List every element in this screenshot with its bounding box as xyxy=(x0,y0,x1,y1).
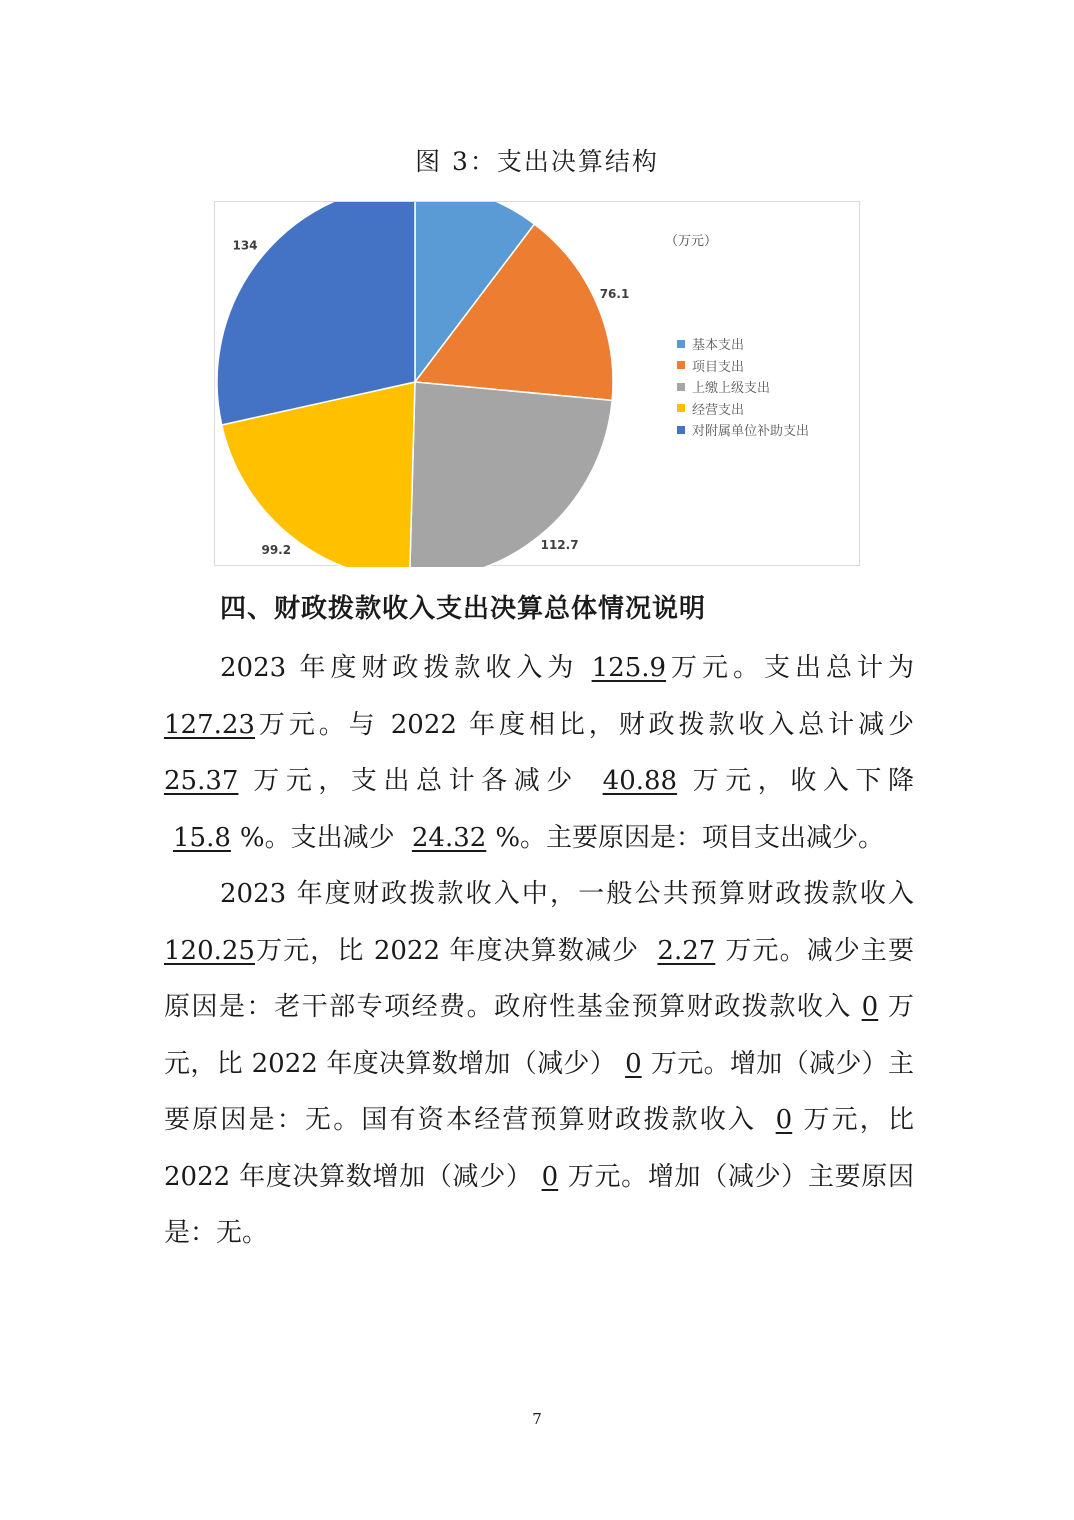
text-segment: 2023 年度财政拨款收入为 xyxy=(220,653,592,683)
text-segment: %。支出减少 xyxy=(239,822,403,853)
paragraph-budget-breakdown xyxy=(164,866,914,1262)
text-segment: 万元。增加（减少）主要原因是：无。 xyxy=(164,1161,914,1248)
paragraph-revenue-expenditure xyxy=(164,640,914,866)
value-revenue-decline-pct: 15.8 xyxy=(173,822,231,853)
body-text xyxy=(164,640,914,1262)
legend-label: 对附属单位补助支出 xyxy=(692,424,810,440)
text-segment: 万元。减少主要原因是：老干部专项经费。政府性基金预算财政拨款收入 xyxy=(164,935,914,1022)
legend-label: 项目支出 xyxy=(692,359,745,375)
legend-item xyxy=(677,398,809,420)
value-general-budget: 120.25 xyxy=(164,935,255,966)
text-segment: 万元，比 2022 年度决算数增加（减少） xyxy=(164,1105,914,1192)
value-state-capital-budget: 0 xyxy=(775,1105,793,1135)
text-segment: 万元，支出总计各减少 xyxy=(238,766,594,796)
legend-swatch xyxy=(677,340,685,348)
value-expenditure-decline-pct: 24.32 xyxy=(411,822,487,853)
figure-caption: 图 3：支出决算结构 xyxy=(415,147,659,176)
text-segment: %。主要原因是：项目支出减少。 xyxy=(495,822,885,853)
legend-item xyxy=(677,355,809,377)
legend-swatch xyxy=(677,404,685,412)
text-segment: 万元，比 2022 年度决算数减少 xyxy=(254,935,649,966)
legend-item xyxy=(677,419,809,441)
text-segment: 万元。与 2022 年度相比，财政拨款收入总计减少 xyxy=(254,709,914,740)
value-state-capital-change: 0 xyxy=(541,1161,559,1192)
value-expenditure-decrease: 40.88 xyxy=(602,766,678,796)
value-expenditure: 127.23 xyxy=(164,709,255,740)
chart-legend xyxy=(677,333,809,441)
page-number: 7 xyxy=(532,1410,542,1428)
value-revenue-decrease: 25.37 xyxy=(164,766,239,796)
text-segment: 万元，收入下降 xyxy=(686,766,914,796)
pie-data-label: 112.7 xyxy=(540,538,579,553)
value-fund-budget: 0 xyxy=(861,992,879,1022)
text-segment: 万元。支出总计为 xyxy=(666,653,914,683)
value-revenue: 125.9 xyxy=(591,653,667,683)
pie-chart xyxy=(214,201,860,566)
pie-data-label: 134 xyxy=(232,238,258,253)
text-segment: 万元。增加（减少）主要原因是：无。国有资本经营预算财政拨款收入 xyxy=(164,1048,914,1135)
legend-label: 基本支出 xyxy=(692,338,745,354)
pie-data-label: 76.1 xyxy=(599,287,630,302)
legend-item xyxy=(677,333,809,355)
legend-label: 经营支出 xyxy=(692,402,745,418)
text-segment: 2023 年度财政拨款收入中，一般公共预算财政拨款收入 xyxy=(220,879,914,909)
legend-swatch xyxy=(677,426,685,434)
legend-label: 上缴上级支出 xyxy=(692,381,771,397)
unit-label: （万元） xyxy=(665,234,718,249)
legend-item xyxy=(677,376,809,398)
legend-swatch xyxy=(677,361,685,369)
pie-data-label: 99.2 xyxy=(261,543,292,558)
text-segment: 万元，比 2022 年度决算数增加（减少） xyxy=(164,992,914,1079)
pie-slice xyxy=(410,382,613,567)
section-heading: 四、财政拨款收入支出决算总体情况说明 xyxy=(220,594,707,624)
value-general-budget-decrease: 2.27 xyxy=(657,935,716,966)
legend-swatch xyxy=(677,383,685,391)
value-fund-budget-change: 0 xyxy=(625,1048,642,1079)
